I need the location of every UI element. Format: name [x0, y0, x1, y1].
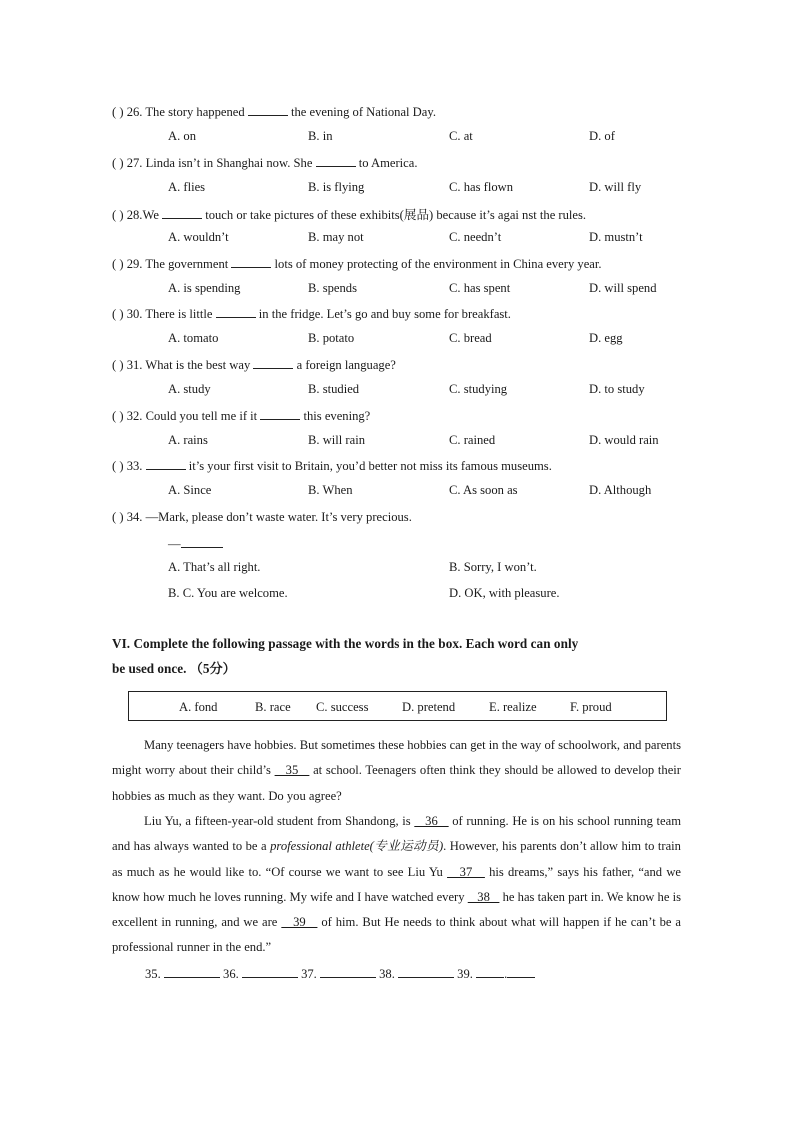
question-text: to America.: [355, 156, 418, 170]
option-b: B. studied: [308, 382, 360, 396]
blank-37: 37: [447, 864, 485, 879]
question-27-options: [168, 180, 688, 196]
answer-label-39: 39.: [454, 967, 477, 981]
option-a: A. flies: [168, 180, 206, 194]
answer-paren: ( ): [112, 510, 124, 524]
answer-paren: ( ): [112, 358, 124, 372]
option-c: C. rained: [449, 433, 496, 447]
option-d: D. Although: [589, 483, 652, 497]
answer-blank: [146, 457, 186, 470]
option-b: B. in: [308, 129, 333, 143]
question-34-response-line: [168, 535, 223, 552]
heading-line-1: VI. Complete the following passage with the words in the box. Each word can only: [112, 636, 579, 651]
answer-blank: [260, 407, 300, 420]
option-d: D. would rain: [589, 433, 659, 447]
option-a: A. on: [168, 129, 196, 143]
option-d: D. mustn’t: [589, 230, 643, 244]
answer-blank: [316, 154, 356, 167]
question-29-stem: [112, 255, 602, 272]
question-34-options-row1: [168, 560, 688, 576]
answer-blank-38: [398, 965, 454, 978]
word-f: F. proud: [570, 700, 612, 714]
heading-line-2: be used once. （5分）: [112, 661, 236, 676]
answer-label-38: 38.: [375, 967, 399, 981]
option-a: A. rains: [168, 433, 208, 447]
question-32-options: [168, 433, 688, 449]
option-c: C. has spent: [449, 281, 511, 295]
question-33-options: [168, 483, 688, 499]
question-text: 27. Linda isn’t in Shanghai now. She: [123, 156, 316, 170]
text: of him. But He needs to think about what will happen if he can’t be a professional runner in the end.”: [112, 915, 682, 955]
option-c: C. bread: [449, 331, 492, 345]
option-c: C. has flown: [449, 180, 514, 194]
question-text: lots of money protecting of the environment in China every year.: [271, 257, 602, 271]
option-c: B. C. You are welcome.: [168, 586, 288, 600]
question-text: the evening of National Day.: [287, 105, 436, 119]
answer-paren: ( ): [112, 459, 124, 473]
text: at school. Teenagers often think they should be allowed to develop their hobbies as much as they want. Do you agree?: [112, 763, 682, 803]
option-a: A. Since: [168, 483, 212, 497]
question-33-stem: [112, 457, 552, 474]
text: Many teenagers have hobbies. But sometimes these hobbies can get in the way of schoolwork, and parents might worry about their child’s: [112, 738, 681, 778]
option-b: B. will rain: [308, 433, 366, 447]
option-b: B. When: [308, 483, 353, 497]
question-text: a foreign language?: [293, 358, 396, 372]
option-d: D. to study: [589, 382, 645, 396]
word-c: C. success: [316, 700, 369, 714]
question-34-stem: [112, 510, 412, 525]
question-text: 31. What is the best way: [123, 358, 254, 372]
answer-paren: ( ): [112, 257, 124, 271]
text: Liu Yu, a fifteen-year-old student from Shandong, is: [144, 814, 415, 828]
word-a: A. fond: [179, 700, 218, 714]
option-d: D. will fly: [589, 180, 642, 194]
option-b: B. potato: [308, 331, 355, 345]
word-d: D. pretend: [402, 700, 456, 714]
question-27-stem: [112, 154, 418, 171]
blank-39: 39: [281, 915, 318, 930]
option-a: A. is spending: [168, 281, 241, 295]
word-box: [128, 691, 667, 721]
question-text: touch or take pictures of these exhibits(展品) because it’s agai nst the rules.: [202, 208, 587, 222]
answer-blank-39a: [476, 965, 504, 978]
word-b: B. race: [255, 700, 291, 714]
passage-paragraph-1: [112, 733, 681, 809]
option-d: D. egg: [589, 331, 623, 345]
option-a: A. That’s all right.: [168, 560, 261, 574]
option-a: A. wouldn’t: [168, 230, 229, 244]
option-d: D. of: [589, 129, 615, 143]
question-28-options: [168, 230, 688, 246]
section-6-heading: [112, 631, 682, 681]
text: . However, his parents don’t allow him to train as much as he would like to. “Of course we want to see Liu Yu: [112, 839, 681, 879]
question-text: 29. The government: [123, 257, 232, 271]
question-30-stem: [112, 305, 511, 322]
answer-blank-39b: [507, 965, 535, 978]
blank-38: 38: [467, 889, 500, 904]
question-26-options: [168, 129, 688, 145]
option-b: B. Sorry, I won’t.: [449, 560, 537, 574]
question-text: 33.: [123, 459, 146, 473]
passage-paragraph-2: [112, 809, 681, 961]
answer-blank: [216, 305, 256, 318]
option-a: A. tomato: [168, 331, 219, 345]
answer-label-37: 37.: [297, 967, 320, 981]
answer-blank: [162, 206, 202, 219]
answer-paren: ( ): [112, 409, 124, 423]
question-text: 34. —Mark, please don’t waste water. It’s very precious.: [123, 510, 412, 524]
word-e: E. realize: [489, 700, 537, 714]
answer-blank-35: [164, 965, 220, 978]
answer-paren: ( ): [112, 156, 124, 170]
option-c: C. studying: [449, 382, 508, 396]
text: his dreams,” says his father, “and we know how much he loves running. My wife and I have watched every: [112, 864, 681, 904]
answer-label-35: 35.: [145, 967, 164, 981]
italic-term: professional athlete(专业运动员): [270, 839, 444, 854]
answer-blank: [181, 535, 223, 548]
separator-dot: .: [504, 967, 508, 981]
answer-line: [145, 965, 535, 982]
answer-blank-37: [320, 965, 376, 978]
answer-blank: [248, 103, 288, 116]
blank-36: 36: [414, 814, 449, 828]
option-c: C. As soon as: [449, 483, 518, 497]
question-34-options-row2: [168, 586, 688, 602]
question-text: 26. The story happened: [123, 105, 248, 119]
question-text: 28.We: [123, 208, 163, 222]
answer-paren: ( ): [112, 307, 124, 321]
question-32-stem: [112, 407, 370, 424]
option-b: B. may not: [308, 230, 364, 244]
answer-label-36: 36.: [219, 967, 242, 981]
question-31-stem: [112, 356, 396, 373]
option-b: B. spends: [308, 281, 357, 295]
answer-blank: [253, 356, 293, 369]
question-31-options: [168, 382, 688, 398]
dash: —: [168, 537, 181, 551]
option-d: D. will spend: [589, 281, 657, 295]
question-28-stem: [112, 204, 586, 223]
option-d: D. OK, with pleasure.: [449, 586, 560, 600]
answer-paren: ( ): [112, 105, 124, 119]
option-b: B. is flying: [308, 180, 365, 194]
text: of running. He is on his school running team and has always wanted to be a: [112, 814, 681, 854]
answer-paren: ( ): [112, 208, 124, 222]
question-text: this evening?: [300, 409, 371, 423]
answer-blank-36: [242, 965, 298, 978]
question-30-options: [168, 331, 688, 347]
option-c: C. needn’t: [449, 230, 502, 244]
question-26-stem: [112, 103, 436, 120]
question-text: 32. Could you tell me if it: [123, 409, 261, 423]
question-text: in the fridge. Let’s go and buy some for breakfast.: [255, 307, 511, 321]
question-text: it’s your first visit to Britain, you’d better not miss its famous museums.: [185, 459, 552, 473]
option-c: C. at: [449, 129, 473, 143]
answer-blank: [231, 255, 271, 268]
question-text: 30. There is little: [123, 307, 216, 321]
text: he has taken part in. We know he is excellent in running, and we are: [112, 889, 682, 930]
question-29-options: [168, 281, 688, 297]
option-a: A. study: [168, 382, 211, 396]
blank-35: 35: [274, 763, 310, 778]
